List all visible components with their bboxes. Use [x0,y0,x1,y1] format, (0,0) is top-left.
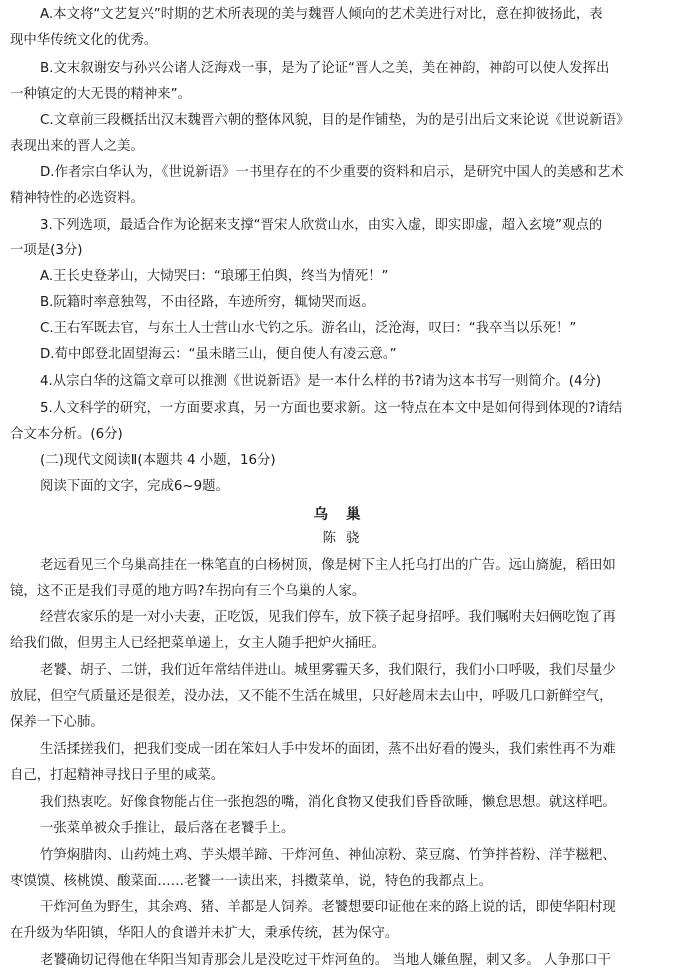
question-5-line-1: 5.人文科学的研究，一方面要求真，另一方面也要求新。这一特点在本文中是如何得到体现的?请结 [40,401,623,416]
reading-instruction: 阅读下面的文字，完成6~9题。 [40,479,229,494]
article-author: 陈骁 [322,531,370,546]
paragraph-4-line-1: 生活揉搓我们，把我们变成一团在笨妇人手中发坏的面团，蒸不出好看的馒头，我们索性再不为难 [40,742,616,757]
q3-option-a: A.王长史登茅山，大恸哭曰：“琅琊王伯舆，终当为情死！” [40,269,389,284]
question-3-line-2: 一项是(3分) [10,243,83,258]
q3-option-d: D.荀中郎登北固望海云：“虽未睹三山，便自使人有凌云意。” [40,347,397,362]
paragraph-7-line-2: 枣馍馍、核桃馍、酸菜面……老饕一一读出来，抖擞菜单，说，特色的我都点上。 [10,874,493,889]
paragraph-3-line-2: 放屁，但空气质量还是很差，没办法，又不能不生活在城里，只好趁周末去山中，呼吸几口新鲜空气， [10,689,613,704]
paragraph-8-line-2: 在升级为华阳镇，华阳人的食谱并未扩大，秉承传统，甚为保守。 [10,926,399,941]
paragraph-8-line-1: 干炸河鱼为野生，其余鸡、猪、羊都是人饲养。老饕想要印证他在来的路上说的话，即使华阳村现 [40,900,616,915]
option-d-line-1: D.作者宗白华认为，《世说新语》一书里存在的不少重要的资料和启示，是研究中国人的美感和艺术 [40,165,624,180]
question-5-line-2: 合文本分析。(6分) [10,427,123,442]
paragraph-4-line-2: 自己，打起精神寻找日子里的咸菜。 [10,768,225,783]
option-c-line-2: 表现出来的晋人之美。 [10,139,144,154]
option-c-line-1: C.文章前三段概括出汉末魏晋六朝的整体风貌，目的是作铺垫，为的是引出后文来论说《世说新语》 [40,113,630,128]
question-3-line-1: 3.下列选项，最适合作为论据来支撑“晋宋人欣赏山水，由实入虚，即实即虚，超入玄境”观点的 [40,218,603,233]
paragraph-3-line-3: 保养一下心肺。 [10,715,104,730]
paragraph-3-line-1: 老饕、胡子、二饼，我们近年常结伴进山。城里雾霾天多，我们限行，我们小口呼吸，我们尽量少 [40,663,616,678]
paragraph-6: 一张菜单被众手推让，最后落在老饕手上。 [40,821,295,836]
q3-option-b: B.阮籍时率意独驾，不由径路，车迹所穷，辄恸哭而返。 [40,295,375,310]
option-a-line-1: A.本文将“文艺复兴”时期的艺术所表现的美与魏晋人倾向的艺术美进行对比，意在抑彼扬此，表 [40,7,603,22]
paragraph-5: 我们热衷吃。好像食物能占住一张抱怨的嘴，消化食物又使我们昏昏欲睡，懒怠思想。就这样吧。 [40,795,616,810]
paragraph-7-line-1: 竹笋焖腊肉、山药炖土鸡、芋头煨羊蹄、干炸河鱼、神仙凉粉、菜豆腐、竹笋拌苔粉、洋芋糍粑、 [40,848,616,863]
section-heading: (二)现代文阅读Ⅱ(本题共 4 小题，16分) [40,453,276,468]
question-4: 4.从宗白华的这篇文章可以推测《世说新语》是一本什么样的书?请为这本书写一则简介。(4分) [40,374,602,389]
option-b-line-1: B.文末叙谢安与孙兴公诸人泛海戏一事，是为了论证“晋人之美，美在神韵，神韵可以使人发挥出 [40,61,610,76]
option-a-line-2: 现中华传统文化的优秀。 [10,33,158,48]
paragraph-9-line-1: 老饕确切记得他在华阳当知青那会儿是没吃过干炸河鱼的。 当地人嫌鱼腥，刺又多。 人争那口干 [40,953,611,968]
paragraph-2-line-2: 给我们做，但男主人已经把菜单递上，女主人随手把炉火捅旺。 [10,636,385,651]
paragraph-2-line-1: 经营农家乐的是一对小夫妻，正吃饭，见我们停车，放下筷子起身招呼。我们嘱咐夫妇俩吃饱了再 [40,610,616,625]
q3-option-c: C.王右军既去官，与东土人士营山水弋钓之乐。游名山，泛沧海，叹曰：“我卒当以乐死！” [40,321,577,336]
option-b-line-2: 一种镇定的大无畏的精神来”。 [10,87,192,102]
article-title: 乌巢 [313,507,379,523]
paragraph-1-line-1: 老远看见三个乌巢高挂在一株笔直的白杨树顶，像是树下主人托乌打出的广告。远山旖旎，稻田如 [40,558,616,573]
option-d-line-2: 精神特性的必选资料。 [10,191,144,206]
paragraph-1-line-2: 镜，这不正是我们寻觅的地方吗?车拐向有三个乌巢的人家。 [10,584,366,599]
